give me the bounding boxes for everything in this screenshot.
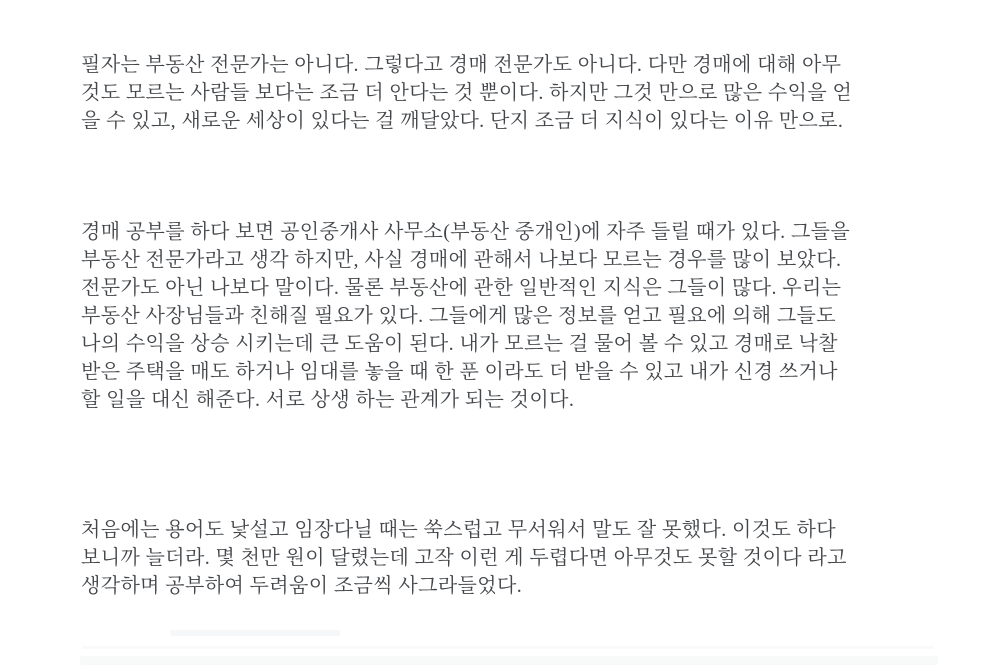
text-line: 필자는 부동산 전문가는 아니다. 그렇다고 경매 전문가도 아니다. 다만 경매에 대해 아무 [81, 54, 842, 76]
text-line: 부동산 전문가라고 생각 하지만, 사실 경매에 관해서 나보다 모르는 경우를 많이 보았다. [81, 249, 842, 271]
paragraph-2 [81, 218, 960, 414]
faded-cutoff-text-artifact [80, 656, 938, 665]
text-line: 처음에는 용어도 낯설고 임장다닐 때는 쑥스럽고 무서워서 말도 잘 못했다. 이것도 하다 [81, 519, 836, 541]
text-line: 할 일을 대신 해준다. 서로 상생 하는 관계가 되는 것이다. [81, 389, 575, 411]
text-line: 을 수 있고, 새로운 세상이 있다는 걸 깨달았다. 단지 조금 더 지식이 있다는 이유 만으로. [81, 110, 844, 132]
text-line: 보니까 늘더라. 몇 천만 원이 달렸는데 고작 이런 게 두렵다면 아무것도 못할 것이다 라고 [81, 547, 847, 569]
text-line: 나의 수익을 상승 시키는데 큰 도움이 된다. 내가 모르는 걸 물어 볼 수 있고 경매로 낙찰 [81, 333, 838, 355]
text-line: 생각하며 공부하여 두려움이 조금씩 사그라들었다. [81, 575, 523, 597]
paragraph-1 [81, 51, 960, 135]
faded-cutoff-text-artifact [170, 630, 340, 636]
text-line: 경매 공부를 하다 보면 공인중개사 사무소(부동산 중개인)에 자주 들릴 때가 있다. 그들을 [81, 221, 851, 243]
text-line: 받은 주택을 매도 하거나 임대를 놓을 때 한 푼 이라도 더 받을 수 있고 내가 신경 쓰거나 [81, 361, 838, 383]
text-line: 전문가도 아닌 나보다 말이다. 물론 부동산에 관한 일반적인 지식은 그들이 많다. 우리는 [81, 277, 842, 299]
text-line: 부동산 사장님들과 친해질 필요가 있다. 그들에게 많은 정보를 얻고 필요에 의해 그들도 [81, 305, 836, 327]
text-line: 것도 모르는 사람들 보다는 조금 더 안다는 것 뿐이다. 하지만 그것 만으로 많은 수익을 얻 [81, 82, 853, 104]
faded-cutoff-text-artifact [82, 646, 934, 649]
paragraph-3 [81, 516, 960, 600]
